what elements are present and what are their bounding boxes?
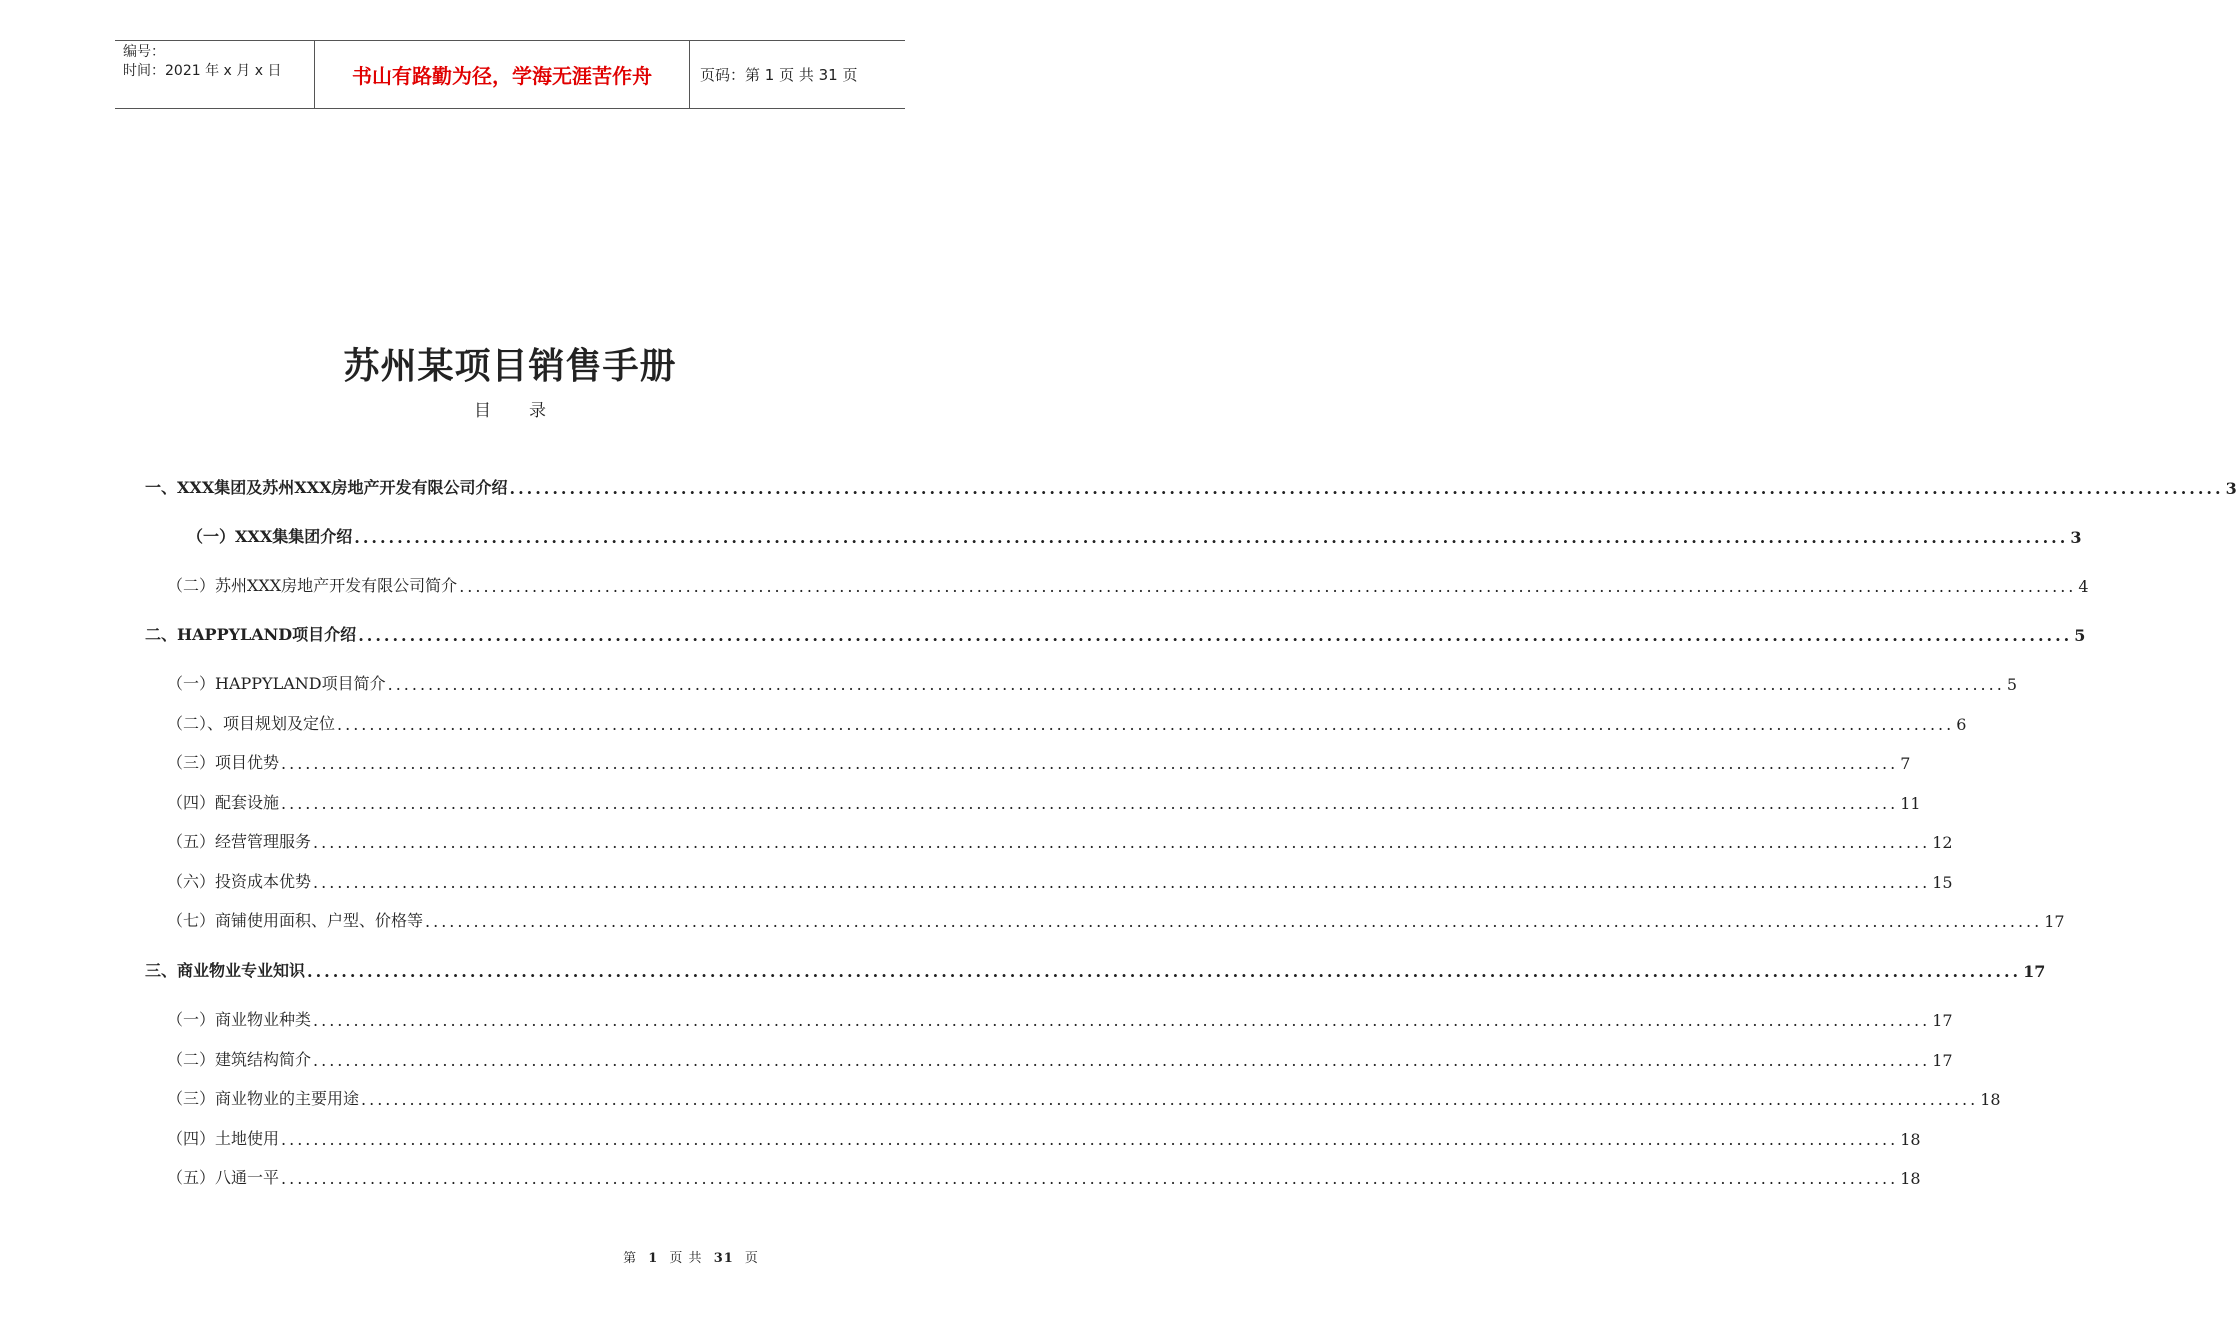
- header-motto: 书山有路勤为径，学海无涯苦作舟: [315, 41, 690, 108]
- toc-entry-label: （二）苏州XXX房地产开发有限公司简介: [167, 576, 458, 595]
- toc-leader-dots: ........................................................................................................................................................................................................: [313, 873, 1931, 892]
- toc-entry-page: 3: [2225, 479, 2237, 498]
- toc-entry-page: 17: [2023, 962, 2046, 981]
- footer-total: 31: [713, 1251, 734, 1266]
- toc-entry[interactable]: [167, 789, 1921, 813]
- toc-entry-label: （三）项目优势: [167, 753, 280, 772]
- toc-leader-dots: ........................................................................................................................................................................................................: [281, 1130, 1899, 1149]
- toc-entry-page: 11: [1900, 794, 1921, 813]
- toc-entry[interactable]: [187, 523, 2082, 547]
- toc-entry-page: 17: [1932, 1051, 1953, 1070]
- toc-entry-page: 7: [1900, 754, 1911, 773]
- toc-entry-page: 5: [2006, 675, 2017, 694]
- footer-prefix: 第: [623, 1251, 638, 1266]
- toc-entry-label: （四）配套设施: [167, 793, 280, 812]
- toc-entry[interactable]: [167, 828, 1953, 852]
- toc-entry-page: 18: [1980, 1090, 2001, 1109]
- toc-entry-page: 12: [1932, 833, 1953, 852]
- footer-suffix: 页: [744, 1251, 759, 1266]
- toc-entry[interactable]: [167, 749, 1911, 773]
- toc-leader-dots: ........................................................................................................................................................................................................: [313, 833, 1931, 852]
- toc-entry-page: 5: [2074, 626, 2086, 645]
- toc-entry-label: （七）商铺使用面积、户型、价格等: [167, 911, 424, 930]
- toc-entry[interactable]: [145, 474, 2237, 498]
- toc-entry-label: （二）建筑结构简介: [167, 1050, 312, 1069]
- toc-entry-label: 一、XXX集团及苏州XXX房地产开发有限公司介绍: [145, 478, 508, 497]
- toc-entry[interactable]: [167, 1085, 2001, 1109]
- toc-leader-dots: ........................................................................................................................................................................................................: [425, 912, 2043, 931]
- toc-entry[interactable]: [145, 957, 2046, 981]
- toc-heading: 目录: [474, 401, 584, 421]
- toc-leader-dots: ........................................................................................................................................................................................................: [459, 577, 2077, 596]
- toc-entry[interactable]: [167, 1164, 1921, 1188]
- toc-entry[interactable]: [167, 868, 1953, 892]
- footer-middle: 页 共: [669, 1251, 703, 1266]
- toc-leader-dots: ........................................................................................................................................................................................................: [307, 962, 2022, 981]
- header-page-info: 页码：第 1 页 共 31 页: [700, 66, 858, 84]
- toc-entry[interactable]: [167, 572, 2089, 596]
- toc-entry-page: 18: [1900, 1169, 1921, 1188]
- toc-entry-label: （六）投资成本优势: [167, 872, 312, 891]
- footer-page: 1: [648, 1251, 659, 1266]
- toc-entry-page: 4: [2078, 577, 2089, 596]
- toc-entry-page: 17: [2044, 912, 2065, 931]
- toc-leader-dots: ........................................................................................................................................................................................................: [358, 626, 2073, 645]
- toc-entry[interactable]: [167, 710, 1967, 734]
- toc-entry-label: 二、HAPPYLAND项目介绍: [145, 625, 357, 644]
- toc-entry[interactable]: [167, 1125, 1921, 1149]
- toc-leader-dots: ........................................................................................................................................................................................................: [313, 1011, 1931, 1030]
- toc-leader-dots: ........................................................................................................................................................................................................: [313, 1051, 1931, 1070]
- toc-entry-label: （一）商业物业种类: [167, 1010, 312, 1029]
- toc-leader-dots: ........................................................................................................................................................................................................: [354, 528, 2069, 547]
- toc-leader-dots: ........................................................................................................................................................................................................: [281, 1169, 1899, 1188]
- toc-entry[interactable]: [167, 1006, 1953, 1030]
- toc-leader-dots: ........................................................................................................................................................................................................: [337, 715, 1955, 734]
- toc-entry-label: （五）经营管理服务: [167, 832, 312, 851]
- toc-entry[interactable]: [167, 907, 2065, 931]
- toc-entry-page: 18: [1900, 1130, 1921, 1149]
- page-header: [115, 40, 905, 109]
- toc-entry[interactable]: [145, 621, 2086, 645]
- toc-leader-dots: ........................................................................................................................................................................................................: [509, 479, 2224, 498]
- header-meta: [115, 41, 315, 108]
- toc-leader-dots: ........................................................................................................................................................................................................: [387, 675, 2005, 694]
- toc-entry-page: 3: [2070, 528, 2082, 547]
- document-title: 苏州某项目销售手册: [343, 345, 677, 387]
- toc-entry[interactable]: [167, 1046, 1953, 1070]
- page-footer: [0, 1247, 1382, 1266]
- toc-leader-dots: ........................................................................................................................................................................................................: [281, 754, 1899, 773]
- toc-entry-label: （一）HAPPYLAND项目简介: [167, 674, 386, 693]
- toc-entry-label: （二）、项目规划及定位: [167, 714, 336, 733]
- toc-leader-dots: ........................................................................................................................................................................................................: [361, 1090, 1979, 1109]
- toc-entry-page: 15: [1932, 873, 1953, 892]
- toc-entry-label: （五）八通一平: [167, 1168, 280, 1187]
- toc-entry-label: （三）商业物业的主要用途: [167, 1089, 360, 1108]
- toc-entry-label: （一）XXX集集团介绍: [187, 527, 353, 546]
- toc-leader-dots: ........................................................................................................................................................................................................: [281, 794, 1899, 813]
- date-label: 时间：2021 年 x 月 x 日: [123, 63, 282, 79]
- toc-entry-label: 三、商业物业专业知识: [145, 961, 306, 980]
- toc-entry-label: （四）土地使用: [167, 1129, 280, 1148]
- toc-entry[interactable]: [167, 670, 2017, 694]
- toc-entry-page: 6: [1956, 715, 1967, 734]
- toc-entry-page: 17: [1932, 1011, 1953, 1030]
- serial-label: 编号：: [123, 44, 165, 60]
